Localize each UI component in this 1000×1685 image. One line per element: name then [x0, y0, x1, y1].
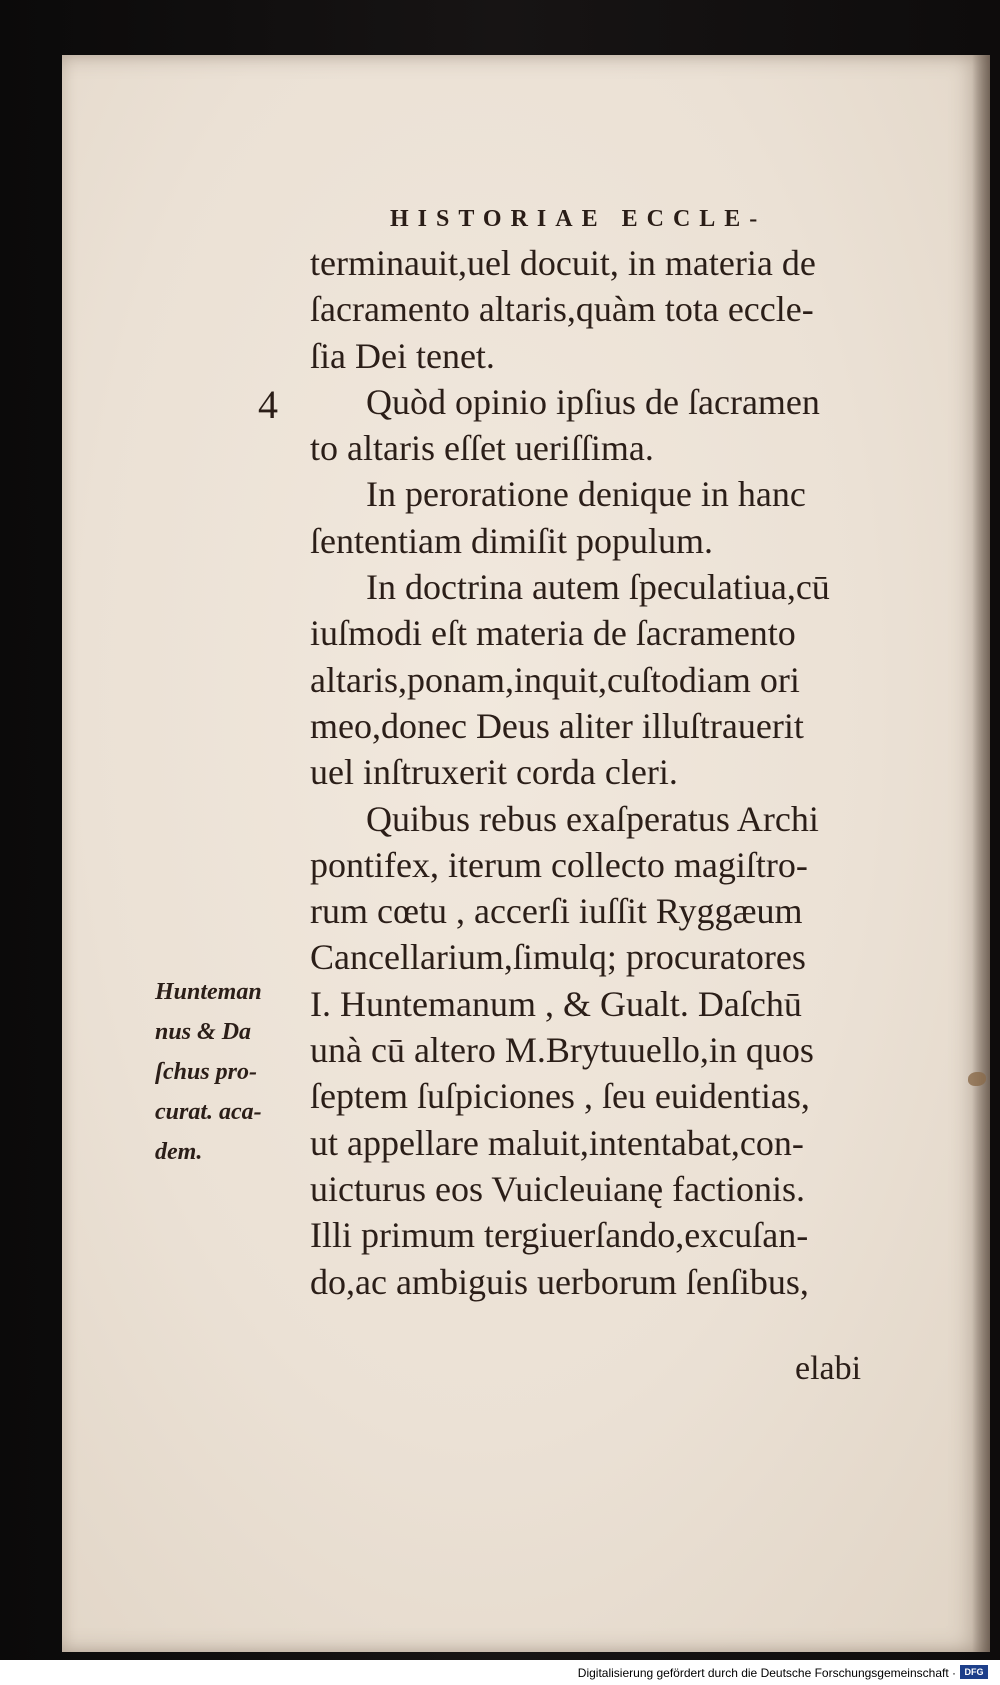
text-line: ſeptem ſuſpiciones , ſeu euidentias,: [310, 1076, 810, 1117]
text-line: unà cū altero M.Brytuuello,in quos: [310, 1030, 814, 1071]
text-line: ut appellare maluit,intentabat,con-: [310, 1122, 804, 1163]
text-line: do,ac ambiguis uerborum ſenſibus,: [310, 1261, 809, 1302]
text-line: iuſmodi eſt materia de ſacramento: [310, 613, 796, 654]
text-line: meo,donec Deus aliter illuſtrauerit: [310, 705, 804, 746]
text-line: uel inſtruxerit corda cleri.: [310, 752, 678, 793]
page-gutter-shadow: [972, 55, 990, 1652]
text-line: I. Huntemanum , & Gualt. Daſchū: [310, 983, 802, 1024]
text-line: altaris,ponam,inquit,cuſtodiam ori: [310, 659, 800, 700]
text-line: ſacramento altaris,quàm tota eccle-: [310, 289, 814, 330]
text-line: Cancellarium,ſimulq; procuratores: [310, 937, 806, 978]
text-line: to altaris eſſet ueriſſima.: [310, 428, 654, 469]
text-line: In doctrina autem ſpeculatiua,cū: [366, 567, 830, 608]
text-line: pontifex, iterum collecto magiſtro-: [310, 844, 808, 885]
text-line: Illi primum tergiuerſando,excuſan-: [310, 1215, 809, 1256]
marginal-note: [155, 972, 305, 1172]
marginal-note-line: Hunteman: [155, 979, 262, 1005]
text-line: uicturus eos Vuicleuianę factionis.: [310, 1168, 806, 1209]
marginal-note-line: ſchus pro-: [155, 1059, 258, 1085]
paragraph-number: 4: [258, 382, 278, 427]
dfg-logo-icon: DFG: [960, 1665, 988, 1679]
text-line: ſia Dei tenet.: [310, 335, 495, 376]
marginal-note-line: dem.: [155, 1139, 203, 1165]
text-line: Quòd opinio ipſius de ſacramen: [366, 381, 820, 422]
text-line: ſententiam dimiſit populum.: [310, 520, 713, 561]
running-head: HISTORIAE ECCLE-: [390, 206, 767, 232]
marginal-note-line: nus & Da: [155, 1019, 252, 1045]
catchword: elabi: [795, 1350, 862, 1387]
text-line: In peroratione denique in hanc: [366, 474, 806, 515]
body-text: [310, 240, 950, 1305]
text-line: Quibus rebus exaſperatus Archi: [366, 798, 819, 839]
marginal-note-line: curat. aca-: [155, 1099, 262, 1125]
text-line: rum cœtu , accerſi iuſſit Ryggæum: [310, 891, 803, 932]
text-line: terminauit,uel docuit, in materia de: [310, 243, 816, 283]
ink-stain: [968, 1072, 986, 1086]
digitization-credit: Digitalisierung gefördert durch die Deutsche Forschungsgemeinschaft ·: [577, 1666, 956, 1680]
